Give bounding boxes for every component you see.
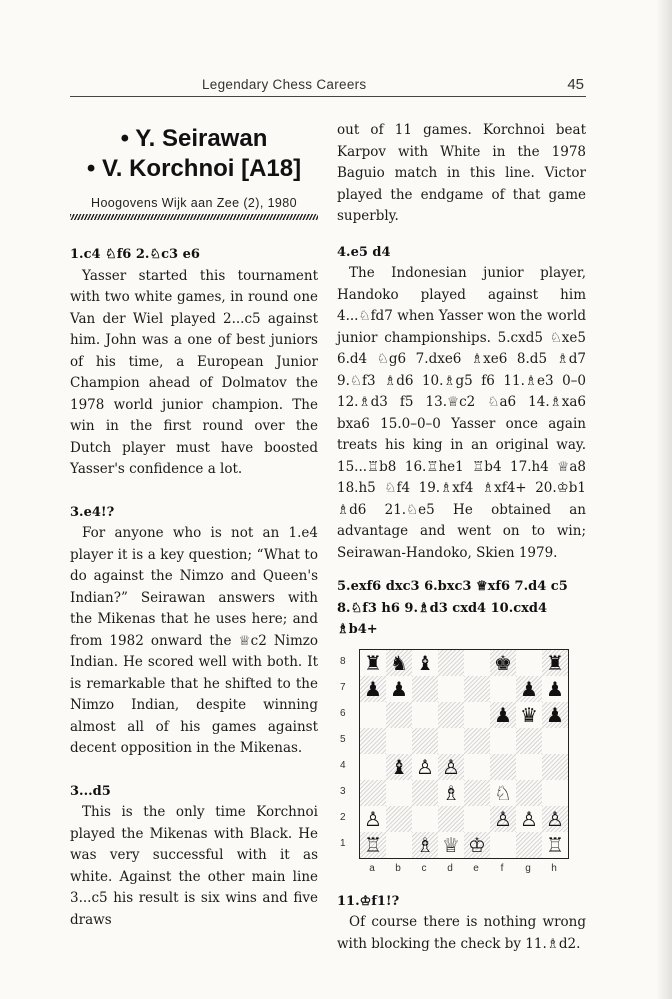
board-square [412, 676, 438, 702]
board-square [464, 650, 490, 676]
game-heading [70, 124, 318, 184]
commentary-paragraph: For anyone who is not an 1.e4 player it is a key question; “What to do against the Nimzo and Queen's Indian?” Seirawan answers with the Mikenas that he uses here; and from 1982 onward the ♕c2 Nimzo Indian. He scored well with both. It is remarkable that he shifted to the Nimzo Indian, despite winning almost all of his games against decent opposition in the Mikenas. [70, 525, 318, 756]
board-square [542, 650, 568, 676]
move-line: 5.exf6 dxc3 6.bxc3 ♕xf6 7.d4 c5 8.♘f3 h6 9.♗d3 cxd4 10.cxd4 ♗b4+ [337, 579, 568, 637]
rank-labels [337, 647, 351, 887]
board-square [412, 832, 438, 858]
board-square [386, 754, 412, 780]
file-label: e [473, 862, 479, 874]
right-column [337, 120, 586, 955]
board-square [490, 780, 516, 806]
board-square [490, 806, 516, 832]
rank-label: 5 [340, 733, 346, 745]
board-square [490, 650, 516, 676]
rank-label: 1 [340, 837, 346, 849]
running-title: Legendary Chess Careers [202, 77, 367, 92]
rank-label: 7 [340, 681, 346, 693]
file-label: h [551, 862, 557, 874]
board-square [412, 650, 438, 676]
board-square [542, 728, 568, 754]
file-label: d [447, 862, 453, 874]
board-square [542, 754, 568, 780]
board-square [386, 806, 412, 832]
file-label: f [500, 862, 504, 874]
black-rook-icon: ♜ [364, 650, 382, 675]
board-square [438, 806, 464, 832]
board-square [464, 702, 490, 728]
chess-diagram [337, 647, 577, 887]
file-labels [359, 863, 567, 877]
board-square [542, 780, 568, 806]
board-square [516, 780, 542, 806]
white-pawn-icon: ♙ [442, 754, 460, 779]
board-square [412, 806, 438, 832]
black-pawn-icon: ♟ [546, 676, 564, 701]
white-pawn-icon: ♙ [494, 806, 512, 831]
rank-label: 6 [340, 707, 346, 719]
black-queen-icon: ♛ [520, 702, 538, 727]
rank-label: 4 [340, 759, 346, 771]
white-knight-icon: ♘ [494, 780, 512, 805]
event-line: Hoogovens Wijk aan Zee (2), 1980 [91, 196, 297, 210]
file-label: c [421, 862, 427, 874]
white-player: • Y. Seirawan [120, 125, 268, 152]
commentary-paragraph: Of course there is nothing wrong with blocking the check by 11.♗d2. [337, 914, 586, 952]
commentary-paragraph: The Indonesian junior player, Handoko played against him 4...♘fd7 when Yasser won the world junior championships. 5.cxd5 ♘xe5 6.d4 ♘g6 7.dxe6 ♗xe6 8.d5 ♗d7 9.♘f3 ♗d6 10.♗g5 f6 11.♗e3 0–0 12.♗d3 f5 13.♕c2 ♘a6 14.♗xa6 bxa6 15.0–0–0 Yasser once again treats his king in an original way. 15...♖b8 16.♖he1 ♖b4 17.h4 ♕a8 18.h5 ♘f4 19.♗xf4 ♗xf4+ 20.♔b1 ♗d6 21.♘e5 He obtained an advantage and went on to win; Seirawan-Handoko, Skien 1979. [337, 265, 586, 561]
white-pawn-icon: ♙ [364, 806, 382, 831]
board-square [360, 754, 386, 780]
running-header [70, 76, 586, 97]
board-square [516, 832, 542, 858]
board-square [542, 676, 568, 702]
board-square [438, 832, 464, 858]
board-square [490, 754, 516, 780]
page-number: 45 [567, 76, 584, 93]
board-square [360, 780, 386, 806]
board-square [464, 754, 490, 780]
board-square [464, 780, 490, 806]
rank-label: 3 [340, 785, 346, 797]
white-pawn-icon: ♙ [416, 754, 434, 779]
board-square [412, 780, 438, 806]
rank-label: 2 [340, 811, 346, 823]
board-square [490, 728, 516, 754]
commentary-paragraph: This is the only time Korchnoi played the Mikenas with Black. He was very successful with it as white. Against the other main line 3...c5 his result is six wins and five draws [70, 804, 318, 928]
file-label: a [369, 862, 375, 874]
board-square [516, 676, 542, 702]
white-bishop-icon: ♗ [416, 832, 434, 857]
board-square [412, 728, 438, 754]
white-pawn-icon: ♙ [520, 806, 538, 831]
white-rook-icon: ♖ [364, 832, 382, 857]
board-square [464, 676, 490, 702]
board-square [386, 728, 412, 754]
board-square [464, 728, 490, 754]
board-square [516, 806, 542, 832]
white-queen-icon: ♕ [442, 832, 460, 857]
move-line: 3.e4!? [70, 504, 115, 520]
black-bishop-icon: ♝ [416, 650, 434, 675]
board-square [386, 832, 412, 858]
board-square [438, 676, 464, 702]
board-square [438, 780, 464, 806]
white-bishop-icon: ♗ [442, 780, 460, 805]
move-line: 4.e5 d4 [337, 244, 391, 260]
board-square [386, 780, 412, 806]
board-square [386, 676, 412, 702]
chess-board [359, 649, 569, 859]
board-square [490, 832, 516, 858]
board-square [438, 702, 464, 728]
board-square [386, 702, 412, 728]
board-square [412, 754, 438, 780]
white-rook-icon: ♖ [546, 832, 564, 857]
board-square [360, 832, 386, 858]
board-square [516, 728, 542, 754]
board-square [360, 676, 386, 702]
board-square [360, 806, 386, 832]
board-square [438, 728, 464, 754]
board-square [464, 806, 490, 832]
board-square [464, 832, 490, 858]
board-square [386, 650, 412, 676]
black-rook-icon: ♜ [546, 650, 564, 675]
board-square [490, 676, 516, 702]
board-square [360, 650, 386, 676]
board-square [438, 650, 464, 676]
black-pawn-icon: ♟ [494, 702, 512, 727]
rank-label: 8 [340, 655, 346, 667]
white-king-icon: ♔ [468, 832, 486, 857]
black-player-opening: • V. Korchnoi [A18] [86, 155, 302, 182]
board-square [542, 832, 568, 858]
commentary-paragraph: Yasser started this tournament with two white games, in round one Van der Wiel played 2...c5 against him. John was a one of best juniors of his time, a European Junior Champion ahead of Dolmatov the 1978 world junior champion. The win in the first round over the Dutch player must have boosted Yasser's confidence a lot. [70, 267, 318, 477]
black-pawn-icon: ♟ [546, 702, 564, 727]
hatch-divider [70, 214, 318, 220]
move-line: 11.♔f1!? [337, 893, 400, 909]
board-square [412, 702, 438, 728]
black-pawn-icon: ♟ [364, 676, 382, 701]
board-square [516, 702, 542, 728]
black-pawn-icon: ♟ [520, 676, 538, 701]
move-line: 1.c4 ♘f6 2.♘c3 e6 [70, 247, 200, 262]
black-pawn-icon: ♟ [390, 676, 408, 701]
file-label: b [395, 862, 401, 874]
black-bishop-icon: ♝ [390, 754, 408, 779]
black-king-icon: ♚ [494, 650, 512, 675]
board-square [438, 754, 464, 780]
left-column [70, 120, 318, 931]
white-pawn-icon: ♙ [546, 806, 564, 831]
board-square [360, 728, 386, 754]
board-square [360, 702, 386, 728]
board-square [516, 650, 542, 676]
board-square [490, 702, 516, 728]
commentary-paragraph: out of 11 games. Korchnoi beat Karpov with White in the 1978 Baguio match in this line. Victor played the endgame of that game superbly. [337, 122, 586, 224]
file-label: g [525, 862, 531, 874]
black-knight-icon: ♞ [390, 650, 408, 675]
board-square [516, 754, 542, 780]
move-line: 3...d5 [70, 783, 111, 799]
board-square [542, 702, 568, 728]
page-edge-shadow [656, 0, 672, 999]
board-square [542, 806, 568, 832]
